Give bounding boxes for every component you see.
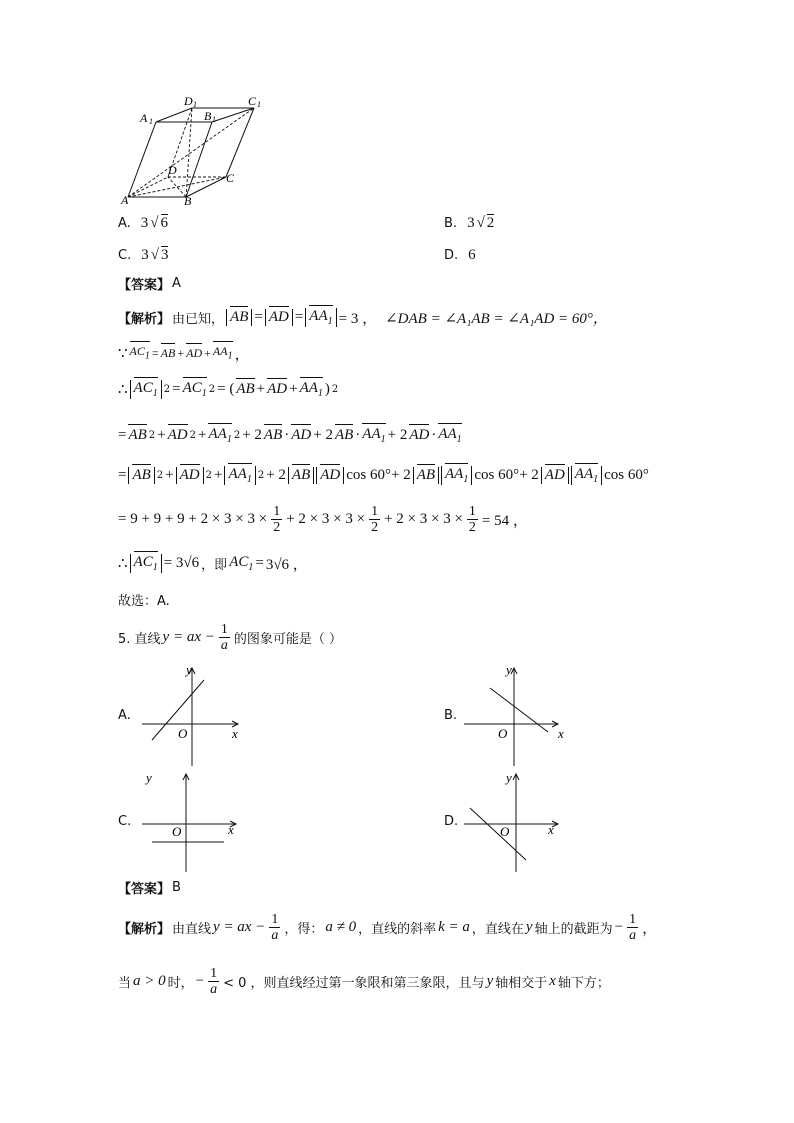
q5-analysis-line1: 【解析】 由直线 y = ax − $\frac{1}{a}$ ，得： a ≠ 0 ，直线的斜率 k = a ，直线在 y 轴上的截距为 − $\frac{1}{a}$ ，: [118, 911, 658, 943]
svg-text:1: 1: [212, 115, 216, 124]
q5-option-d-letter: D.: [444, 814, 459, 829]
q4-option-b: B. 3 √ 2: [444, 214, 495, 231]
label-D: D: [168, 163, 177, 177]
label-C: C: [226, 171, 235, 185]
q5-option-b-letter: B.: [444, 708, 458, 723]
q4-option-a: A. 3 √ 6: [118, 214, 169, 231]
q5-graph-d: [460, 768, 580, 878]
q4-option-c: C. 3 √ 3: [118, 246, 169, 263]
label-A1: A: [140, 111, 148, 125]
label-C1: C: [248, 94, 257, 108]
q4-analysis-line7: ∴ $AC_1$ = 3√6 ，即 $AC_1$ = 3√6 ，: [118, 553, 308, 573]
svg-text:1: 1: [257, 100, 261, 109]
label-A: A: [121, 193, 129, 207]
q5-question: 5. 直线 y = ax − $\frac{1}{a}$ 的图象可能是（ ）: [118, 621, 342, 653]
q5-option-a-letter: A.: [118, 708, 131, 723]
svg-text:x: x: [232, 726, 238, 741]
label-B1: B: [204, 109, 212, 123]
label-D1: D: [184, 94, 193, 108]
q5-graph-a: [138, 660, 258, 770]
svg-text:y: y: [506, 770, 512, 785]
svg-text:1: 1: [193, 100, 197, 109]
svg-text:y: y: [506, 662, 512, 677]
svg-text:O: O: [178, 726, 188, 741]
svg-text:O: O: [498, 726, 508, 741]
q5-option-c-letter: C.: [118, 814, 132, 829]
label-B: B: [184, 194, 192, 207]
q4-analysis-line4: = AB 2 + AD 2 + $AA_1$ 2 + 2 AB · AD + 2 AB · $AA_1$ + 2 AD · $AA_1$: [118, 425, 462, 445]
q4-analysis-line6: = 9 + 9 + 9 + 2 × 3 × 3 × $\frac{1}{2}$ + 2 × 3 × 3 × $\frac{1}{2}$ + 2 × 3 × 3 × $\frac{1}{2}$ = 54 ，: [118, 503, 528, 535]
svg-text:y: y: [146, 770, 152, 785]
q4-analysis-line3: ∴ $AC_1$ 2 = $AC_1$ 2 = ( AB + AD + $AA_1$ ) 2: [118, 379, 339, 399]
svg-text:x: x: [228, 822, 234, 837]
q4-analysis-line2: ∵ $AC_1$ = AB + AD + $AA_1$ ，: [118, 344, 250, 363]
q4-option-d: D. 6: [444, 246, 476, 263]
q4-analysis-line1: 【解析】 由已知， AB = AD = $AA_1$ = 3 ， ∠DAB = ∠A₁AB = ∠A₁AD = 60°，: [118, 307, 608, 327]
q4-analysis-line5: = AB 2 + AD 2 + $AA_1$ 2 + 2 AB AD cos 60°+ 2 AB $AA_1$ cos 60°+ 2 AD $AA_1$ cos 60°: [118, 465, 649, 485]
q4-conclusion: 故选：A.: [118, 593, 170, 609]
q5-analysis-line2: 当 a > 0 时， − $\frac{1}{a}$ < 0 ，则直线经过第一象限和第三象限，且与 y 轴相交于 x 轴下方；: [118, 965, 610, 997]
svg-text:O: O: [500, 824, 510, 839]
svg-text:O: O: [172, 824, 182, 839]
parallelepiped-figure: [118, 92, 278, 207]
q5-answer: 【答案】 B: [118, 879, 181, 897]
svg-text:1: 1: [149, 117, 153, 126]
svg-text:x: x: [548, 822, 554, 837]
svg-text:x: x: [558, 726, 564, 741]
q5-graph-b: [460, 660, 580, 770]
q4-answer: 【答案】 A: [118, 275, 181, 293]
q5-graph-c: [138, 768, 258, 878]
svg-text:y: y: [186, 662, 192, 677]
